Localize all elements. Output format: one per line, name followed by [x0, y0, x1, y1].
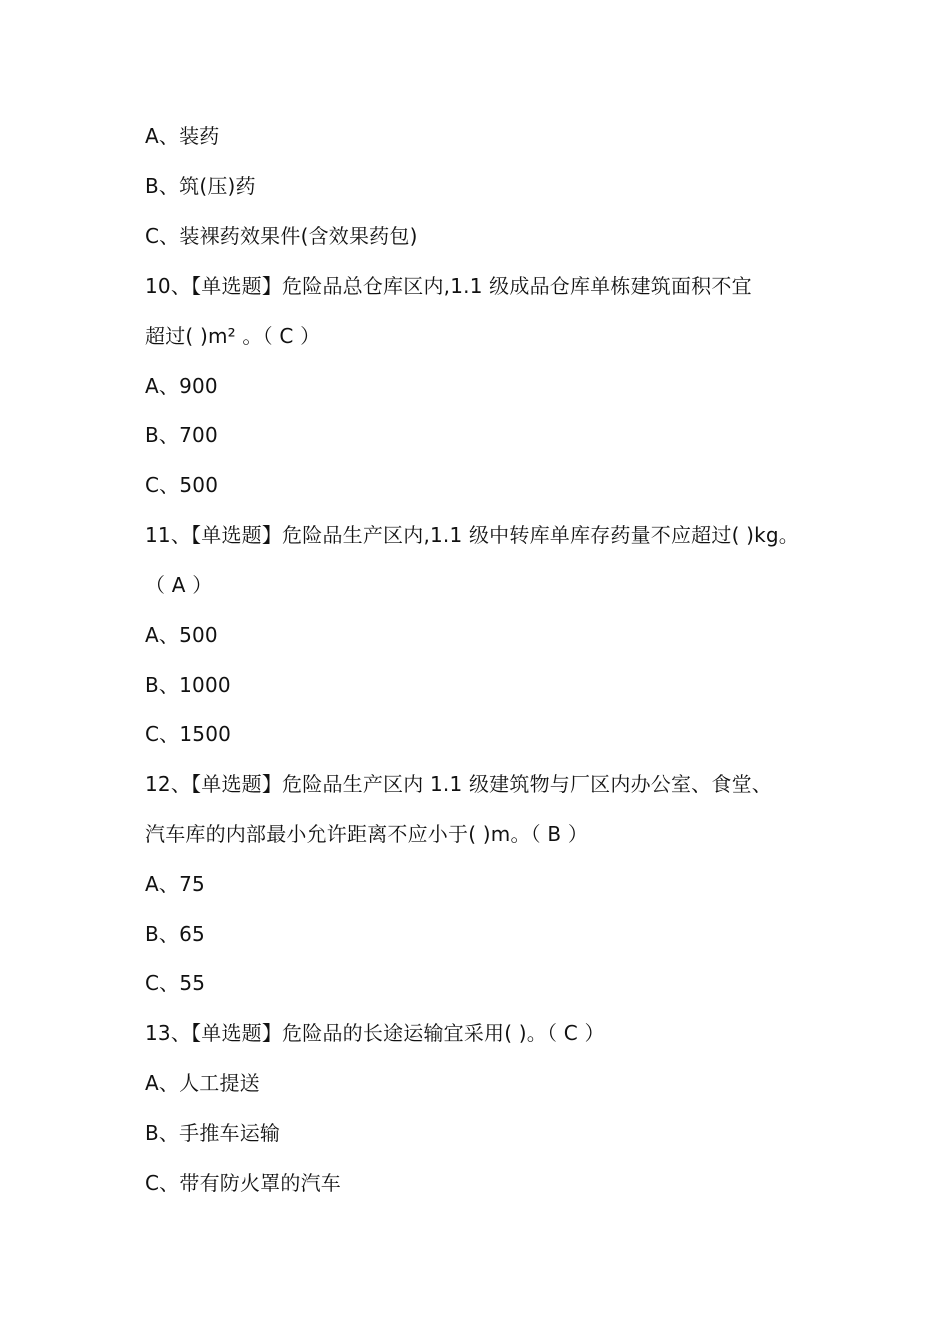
option-a-q9: A、装药: [145, 124, 220, 148]
question-12-text: 12、【单选题】危险品生产区内 1.1 级建筑物与厂区内办公室、食堂、: [145, 772, 772, 796]
option-c-q12: C、55: [145, 971, 206, 995]
question-11-text: 11、【单选题】危险品生产区内,1.1 级中转库单库存药量不应超过( )kg。: [145, 523, 800, 547]
option-a-q11: A、500: [145, 623, 218, 647]
question-10-text: 10、【单选题】危险品总仓库区内,1.1 级成品仓库单栋建筑面积不宜: [145, 274, 752, 298]
option-b-q12: B、65: [145, 922, 205, 946]
option-a-q13: A、人工提送: [145, 1071, 260, 1095]
option-a-q10: A、900: [145, 374, 218, 398]
option-b-q10: B、700: [145, 423, 218, 447]
option-c-q10: C、500: [145, 473, 219, 497]
option-a-q12: A、75: [145, 872, 205, 896]
option-b-q13: B、手推车运输: [145, 1121, 281, 1145]
option-c-q13: C、带有防火罩的汽车: [145, 1171, 341, 1195]
option-c-q11: C、1500: [145, 722, 232, 746]
option-b-q9: B、筑(压)药: [145, 174, 256, 198]
option-b-q11: B、1000: [145, 673, 231, 697]
option-c-q9: C、装裸药效果件(含效果药包): [145, 224, 418, 248]
question-12-answer-line: 汽车库的内部最小允许距离不应小于( )m。（ B ）: [145, 822, 589, 846]
question-13-text: 13、【单选题】危险品的长途运输宜采用( )。（ C ）: [145, 1021, 605, 1045]
question-10-answer-line: 超过( )m² 。（ C ）: [145, 324, 321, 348]
question-11-answer-line: （ A ）: [145, 573, 213, 597]
